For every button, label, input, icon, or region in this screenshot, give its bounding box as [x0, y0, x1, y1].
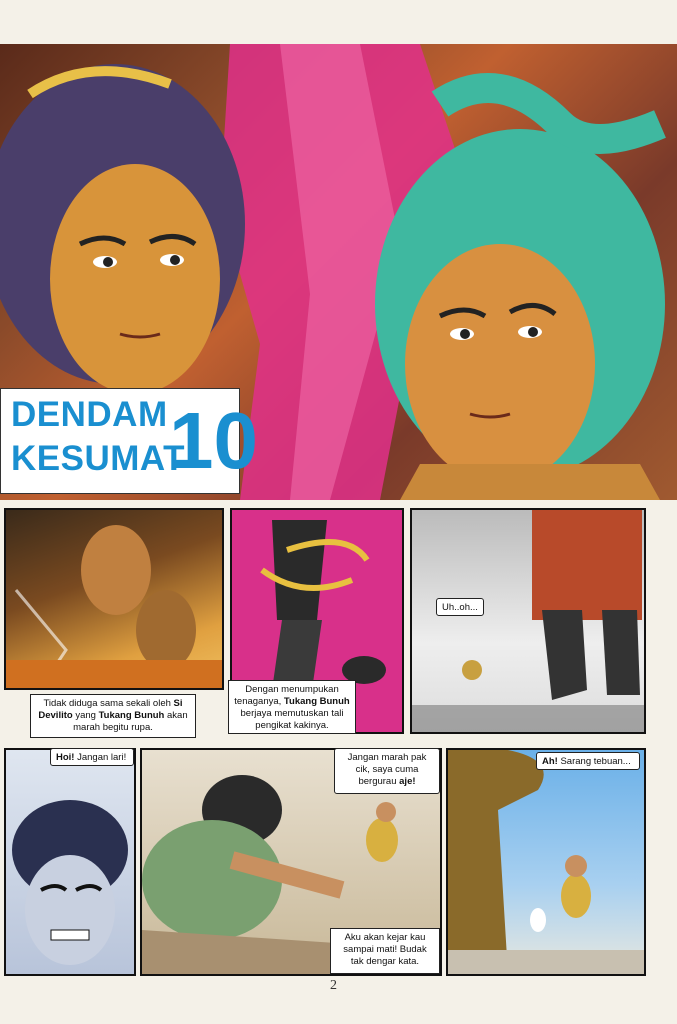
panel-angry-face: [4, 748, 136, 976]
bubble-jangan-marah: Jangan marah pak cik, saya cuma bergurau aje!: [334, 748, 440, 794]
chapter-number: 10: [169, 396, 258, 485]
bubble-sarang: Ah! Sarang tebuan...: [536, 752, 640, 770]
story-title: [0, 388, 258, 494]
page-number: 2: [330, 978, 337, 993]
caption-devilito: Tidak diduga sama sekali oleh Si Devilito yang Tukang Bunuh akan marah begitu rupa.: [30, 694, 196, 738]
panel-giant-feet: [410, 508, 646, 734]
right-face: [405, 244, 595, 484]
fight-art: [6, 510, 222, 688]
bubble-uhoh: Uh..oh...: [436, 598, 484, 616]
caption-tenaga: Dengan menumpukan tenaganya, Tukang Bunuh berjaya memutuskan tali pengikat kakinya.: [228, 680, 356, 734]
bubble-hoi: Hoi! Jangan lari!: [50, 748, 134, 766]
title-line1: DENDAM: [11, 395, 168, 434]
caption-kejar: Aku akan kejar kau sampai mati! Budak tak dengar kata.: [330, 928, 440, 974]
panel-fight: [4, 508, 224, 690]
panel-tree: [446, 748, 646, 976]
angry-face-art: [6, 750, 134, 974]
title-line2: KESUMAT: [11, 439, 185, 478]
tree-art: [448, 750, 644, 974]
left-face: [50, 164, 220, 394]
feet-art: [412, 510, 644, 732]
